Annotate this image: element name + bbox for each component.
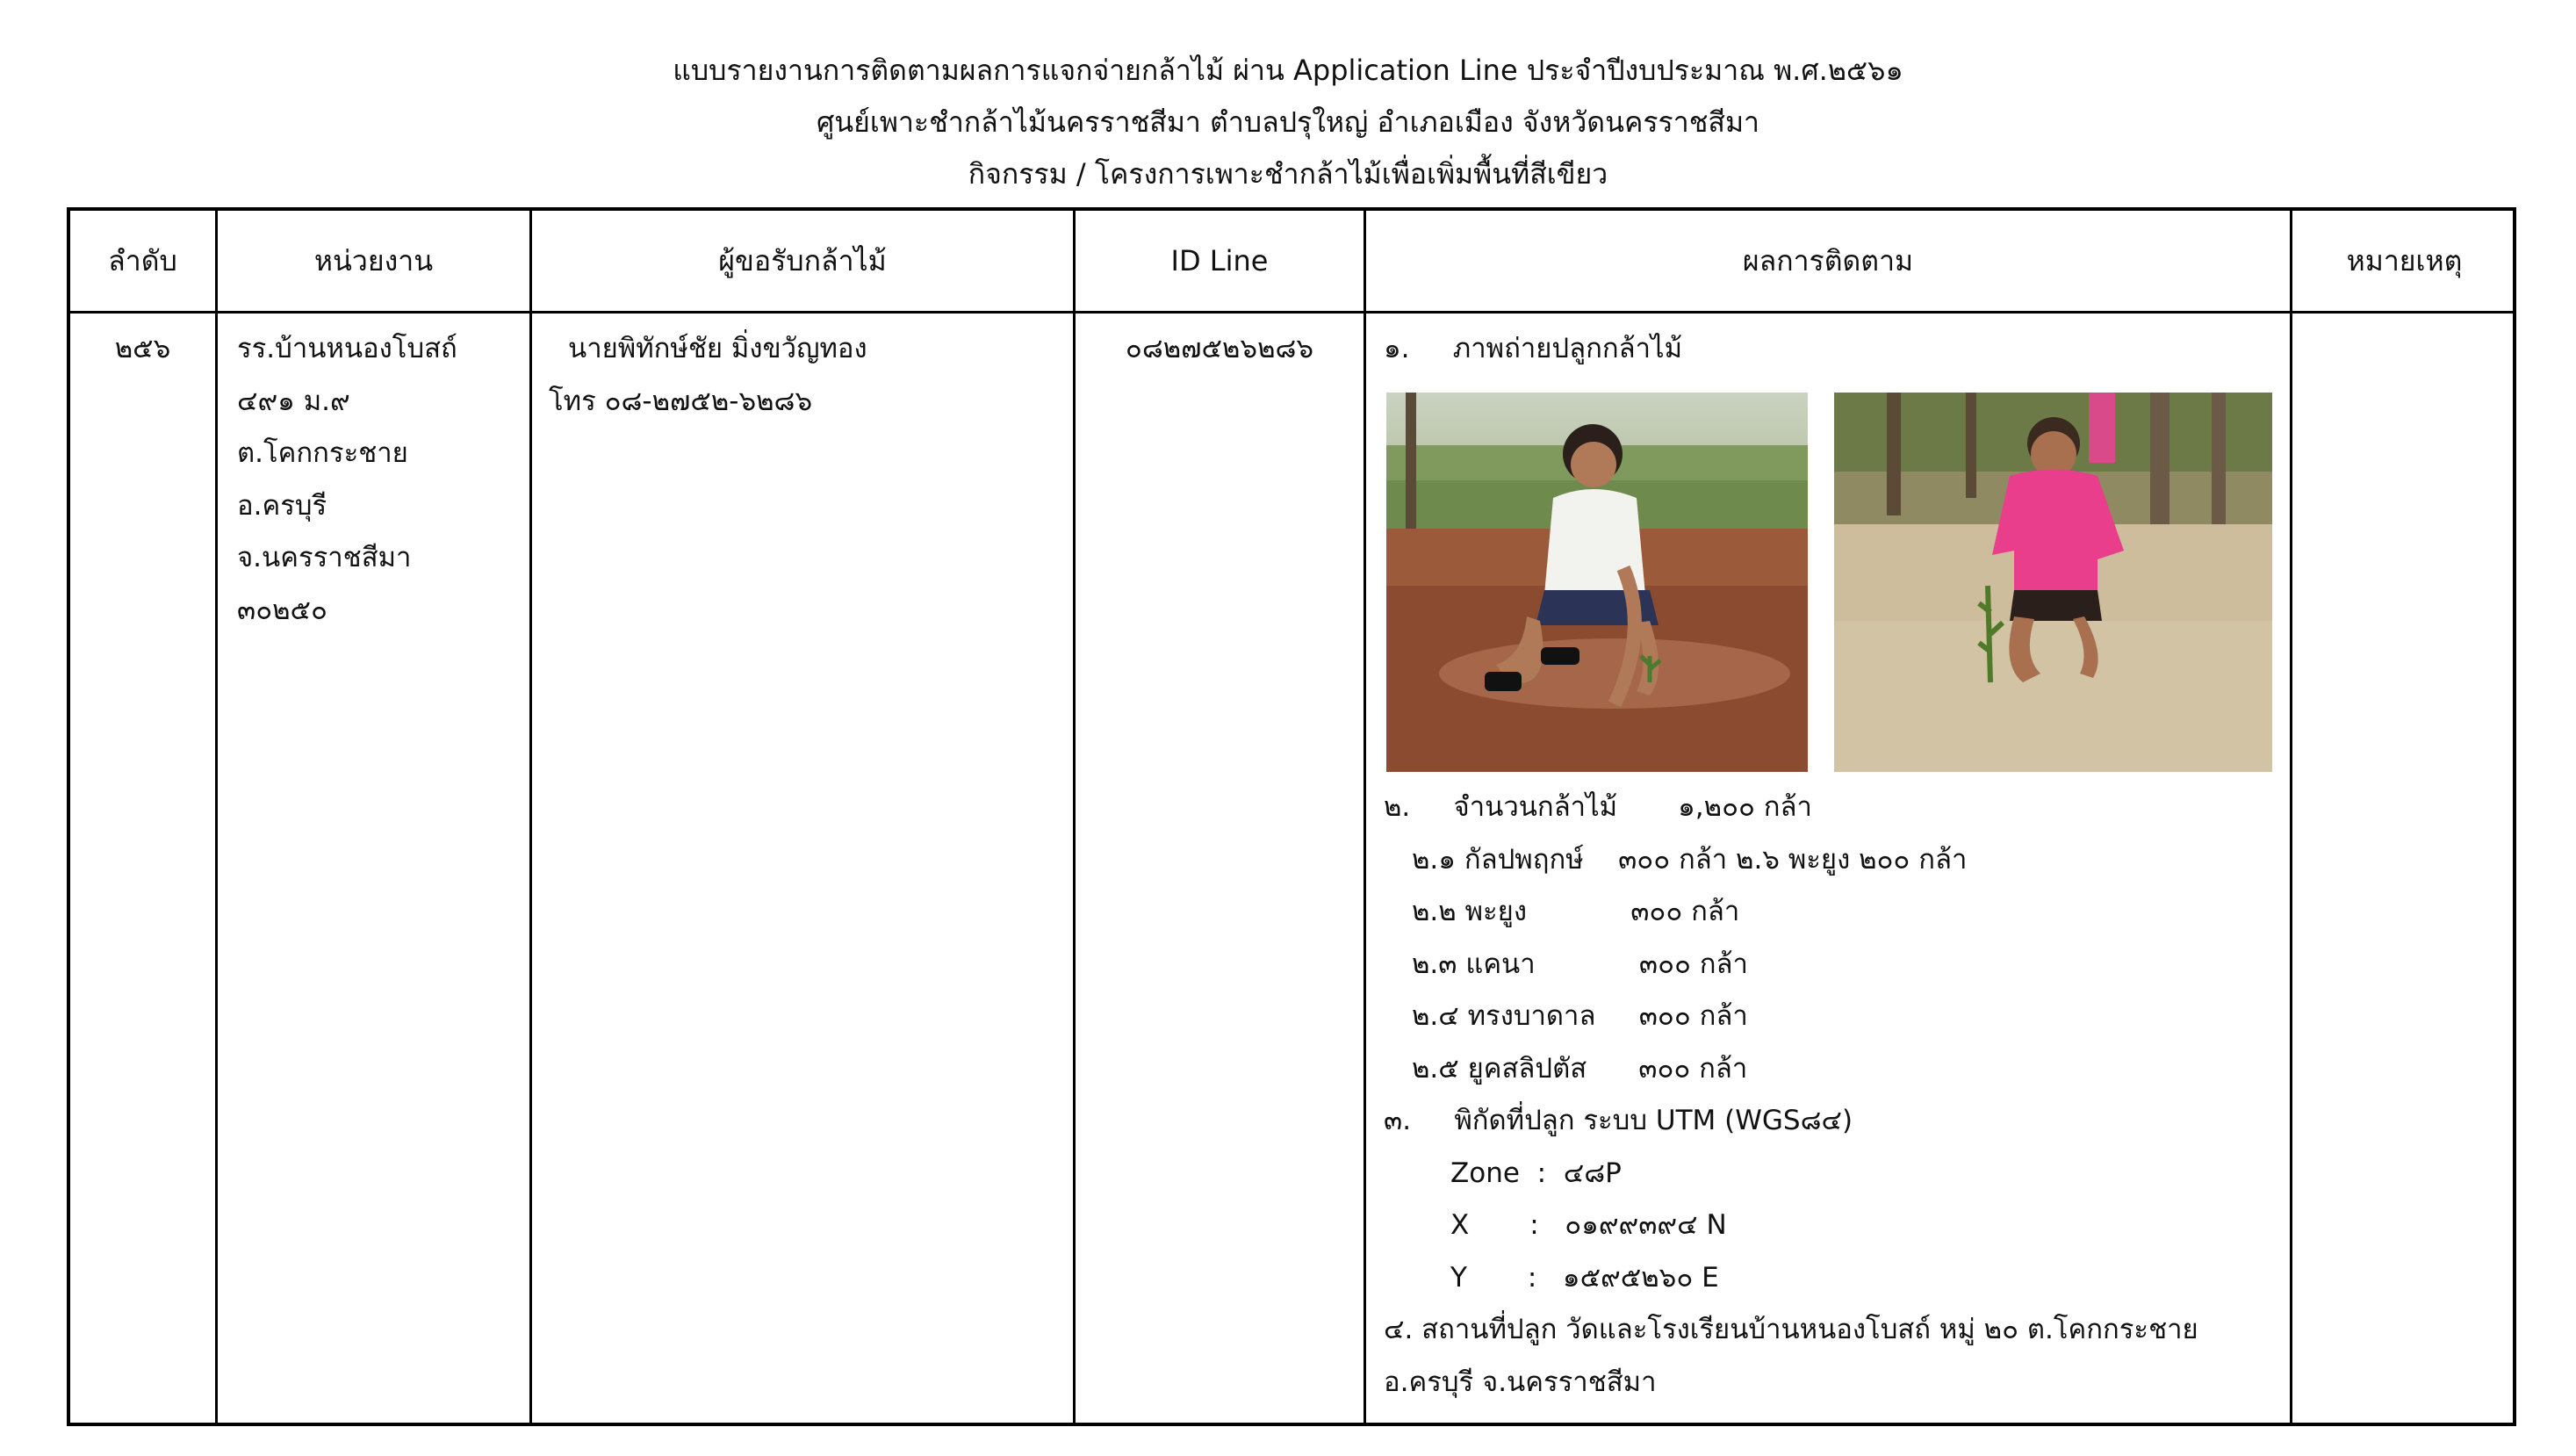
planting-photo-girl-image [1386, 393, 1808, 772]
header-id-line: ID Line [1170, 244, 1269, 278]
header-agency: หน่วยงาน [313, 243, 434, 278]
col-divider [1364, 211, 1366, 1423]
row-result-heading [1384, 323, 1682, 376]
result-y-coordinate: Y : ๑๕๙๕๒๖๐ E [1450, 1261, 1719, 1294]
planting-photo-girl [1386, 393, 1808, 772]
agency-line: ๓๐๒๕๐ [237, 594, 327, 626]
result-seedling-total: ๒. จำนวนกล้าไม้ ๑,๒๐๐ กล้า [1384, 791, 1812, 823]
col-divider [1073, 211, 1076, 1423]
report-subtitle-activity: กิจกรรม / โครงการเพาะชำกล้าไม้เพื่อเพิ่มพื้นที่สีเขียว [968, 157, 1608, 191]
report-table [67, 207, 2516, 1426]
row-agency [237, 323, 457, 637]
result-species-line: ๒.๒ พะยูง ๓๐๐ กล้า [1412, 896, 1740, 927]
result-species-line: ๒.๓ แคนา ๓๐๐ กล้า [1412, 948, 1748, 980]
header-remark: หมายเหตุ [2346, 243, 2463, 278]
header-recipient: ผู้ขอรับกล้าไม้ [718, 243, 887, 278]
result-species-line: ๒.๔ ทรงบาดาล ๓๐๐ กล้า [1412, 1000, 1748, 1032]
agency-line: รร.บ้านหนองโบสถ์ [237, 333, 457, 364]
result-x-coordinate: X : ๐๑๙๙๓๙๔ N [1450, 1209, 1727, 1241]
result-zone: Zone : ๔๘P [1450, 1157, 1622, 1189]
report-header [0, 53, 2576, 208]
remark-value [2292, 323, 2516, 376]
report-subtitle-center: ศูนย์เพาะชำกล้าไม้นครราชสีมา ตำบลปรุใหญ่ อำเภอเมือง จังหวัดนครราชสีมา [816, 105, 1760, 139]
header-result: ผลการติดตาม [1742, 243, 1914, 278]
result-species-line: ๒.๑ กัลปพฤกษ์ ๓๐๐ กล้า ๒.๖ พะยูง ๒๐๐ กล้า [1412, 843, 1968, 876]
id-line-value: ๐๘๒๗๕๒๖๒๘๖ [1125, 333, 1314, 364]
recipient-name: นายพิทักษ์ชัย มิ่งขวัญทอง [568, 333, 867, 364]
recipient-phone: โทร ๐๘-๒๗๕๒-๖๒๘๖ [549, 385, 813, 417]
result-coordinates-heading: ๓. พิกัดที่ปลูก ระบบ UTM (WGS๘๔) [1384, 1105, 1853, 1136]
agency-line: ต.โคกกระชาย [237, 437, 408, 469]
seq-value: ๒๕๖ [114, 333, 171, 364]
result-planting-location: ๔. สถานที่ปลูก วัดและโรงเรียนบ้านหนองโบสถ์ หมู่ ๒๐ ต.โคกกระชาย [1384, 1314, 2198, 1345]
agency-line: ๔๙๑ ม.๙ [237, 385, 350, 417]
row-recipient [549, 323, 867, 428]
result-planting-location-cont: อ.ครบุรี จ.นครราชสีมา [1384, 1366, 1657, 1398]
header-seq: ลำดับ [108, 243, 177, 278]
col-divider [2290, 211, 2292, 1423]
planting-photo-boy [1834, 393, 2272, 772]
header-row-divider [70, 311, 2513, 314]
agency-line: อ.ครบุรี [237, 489, 327, 522]
planting-photo-boy-image [1834, 393, 2272, 772]
agency-line: จ.นครราชสีมา [237, 542, 412, 573]
row-remark [2292, 323, 2516, 376]
report-title: แบบรายงานการติดตามผลการแจกจ่ายกล้าไม้ ผ่าน Application Line ประจำปีงบประมาณ พ.ศ.๒๕๖๑ [673, 54, 1903, 87]
col-divider [529, 211, 532, 1423]
row-id-line [1076, 323, 1364, 376]
col-divider [215, 211, 218, 1423]
row-result-details [1384, 782, 2198, 1409]
result-item-photos: ๑. ภาพถ่ายปลูกกล้าไม้ [1384, 333, 1683, 364]
result-species-line: ๒.๕ ยูคสลิปตัส ๓๐๐ กล้า [1412, 1052, 1748, 1085]
row-seq [70, 323, 215, 376]
